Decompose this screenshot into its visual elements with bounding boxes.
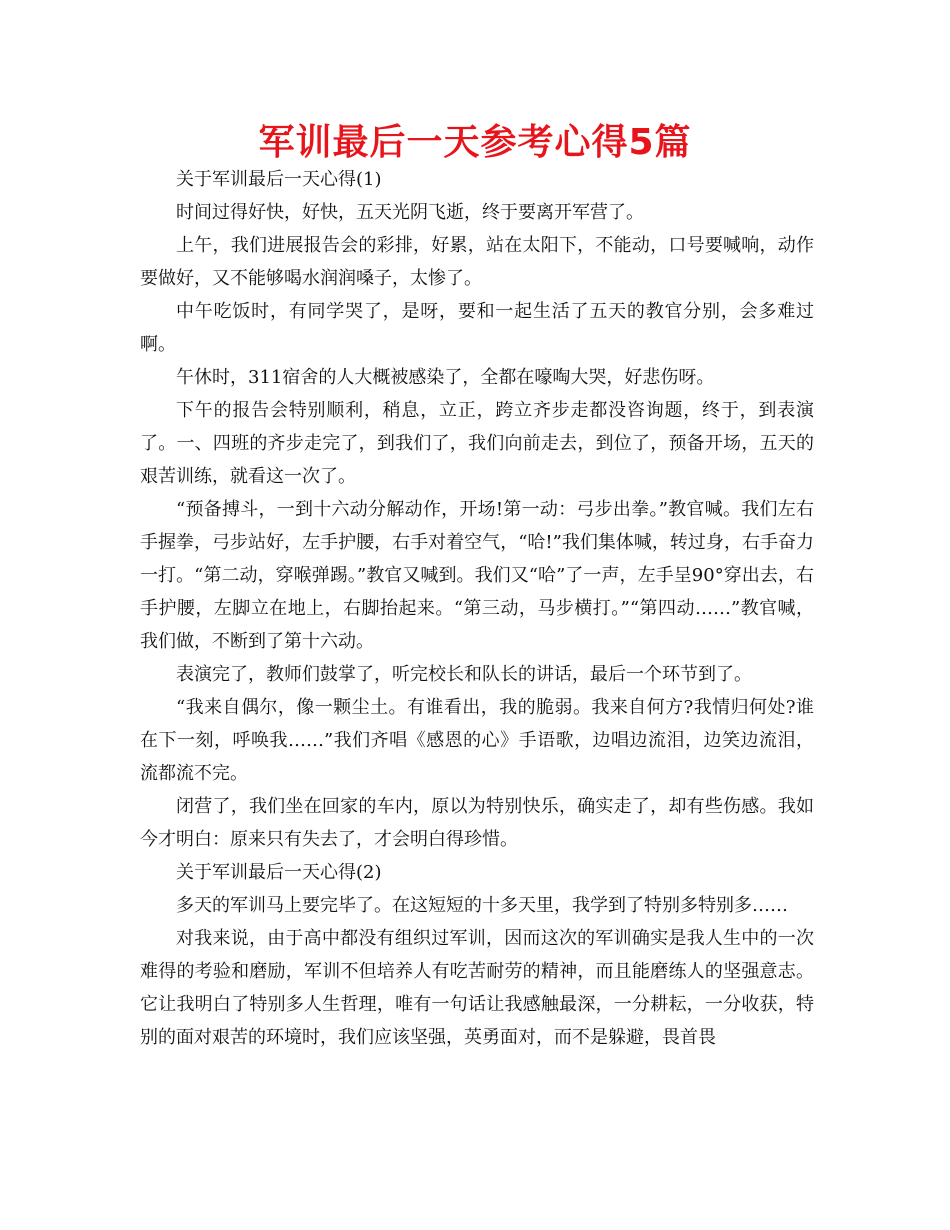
paragraph: “我来自偶尔，像一颗尘土。有谁看出，我的脆弱。我来自何方?我情归何处?谁在下一刻，呼唤我……”我们齐唱《感恩的心》手语歌，边唱边流泪，边笑边流泪，流都流不完。: [140, 697, 814, 784]
paragraph: 中午吃饭时，有同学哭了，是呀，要和一起生活了五天的教官分别，会多难过啊。: [140, 301, 814, 355]
paragraph: “预备搏斗，一到十六动分解动作，开场!第一动：弓步出拳。”教官喊。我们左右手握拳，弓步站好，左手护腰，右手对着空气，“哈!”我们集体喊，转过身，右手奋力一打。“第二动，穿喉弹踢。”教官又喊到。我们又“哈”了一声，左手呈90°穿出去，右手护腰，左脚立在地上，右脚抬起来。“第三动，马步横打。”“第四动……”教官喊，我们做，不断到了第十六动。: [140, 499, 814, 652]
paragraph: 午休时，311宿舍的人大概被感染了，全都在嚎啕大哭，好悲伤呀。: [176, 367, 715, 388]
paragraph: 表演完了，教师们鼓掌了，听完校长和队长的讲话，最后一个环节到了。: [176, 664, 752, 685]
paragraph: 闭营了，我们坐在回家的车内，原以为特别快乐，确实走了，却有些伤感。我如今才明白：原来只有失去了，才会明白得珍惜。: [140, 796, 814, 850]
paragraph: 上午，我们进展报告会的彩排，好累，站在太阳下，不能动，口号要喊响，动作要做好，又不能够喝水润润嗓子，太惨了。: [140, 235, 814, 289]
paragraph: 多天的军训马上要完毕了。在这短短的十多天里，我学到了特别多特别多……: [176, 895, 788, 916]
document-body: [140, 163, 814, 1054]
paragraph: 下午的报告会特别顺利，稍息，立正，跨立齐步走都没咨询题，终于，到表演了。一、四班的齐步走完了，到我们了，我们向前走去，到位了，预备开场，五天的艰苦训练，就看这一次了。: [140, 400, 814, 487]
document-title: 军训最后一天参考心得5篇: [258, 122, 692, 163]
paragraph: 对我来说，由于高中都没有组织过军训，因而这次的军训确实是我人生中的一次难得的考验和磨励，军训不但培养人有吃苦耐劳的精神，而且能磨练人的坚强意志。它让我明白了特别多人生哲理，唯有一句话让我感触最深，一分耕耘，一分收获，特别的面对艰苦的环境时，我们应该坚强，英勇面对，而不是躲避，畏首畏: [140, 928, 814, 1048]
section-heading-2: 关于军训最后一天心得(2): [176, 862, 382, 883]
section-heading-1: 关于军训最后一天心得(1): [176, 169, 382, 190]
paragraph: 时间过得好快，好快，五天光阴飞逝，终于要离开军营了。: [176, 202, 644, 223]
